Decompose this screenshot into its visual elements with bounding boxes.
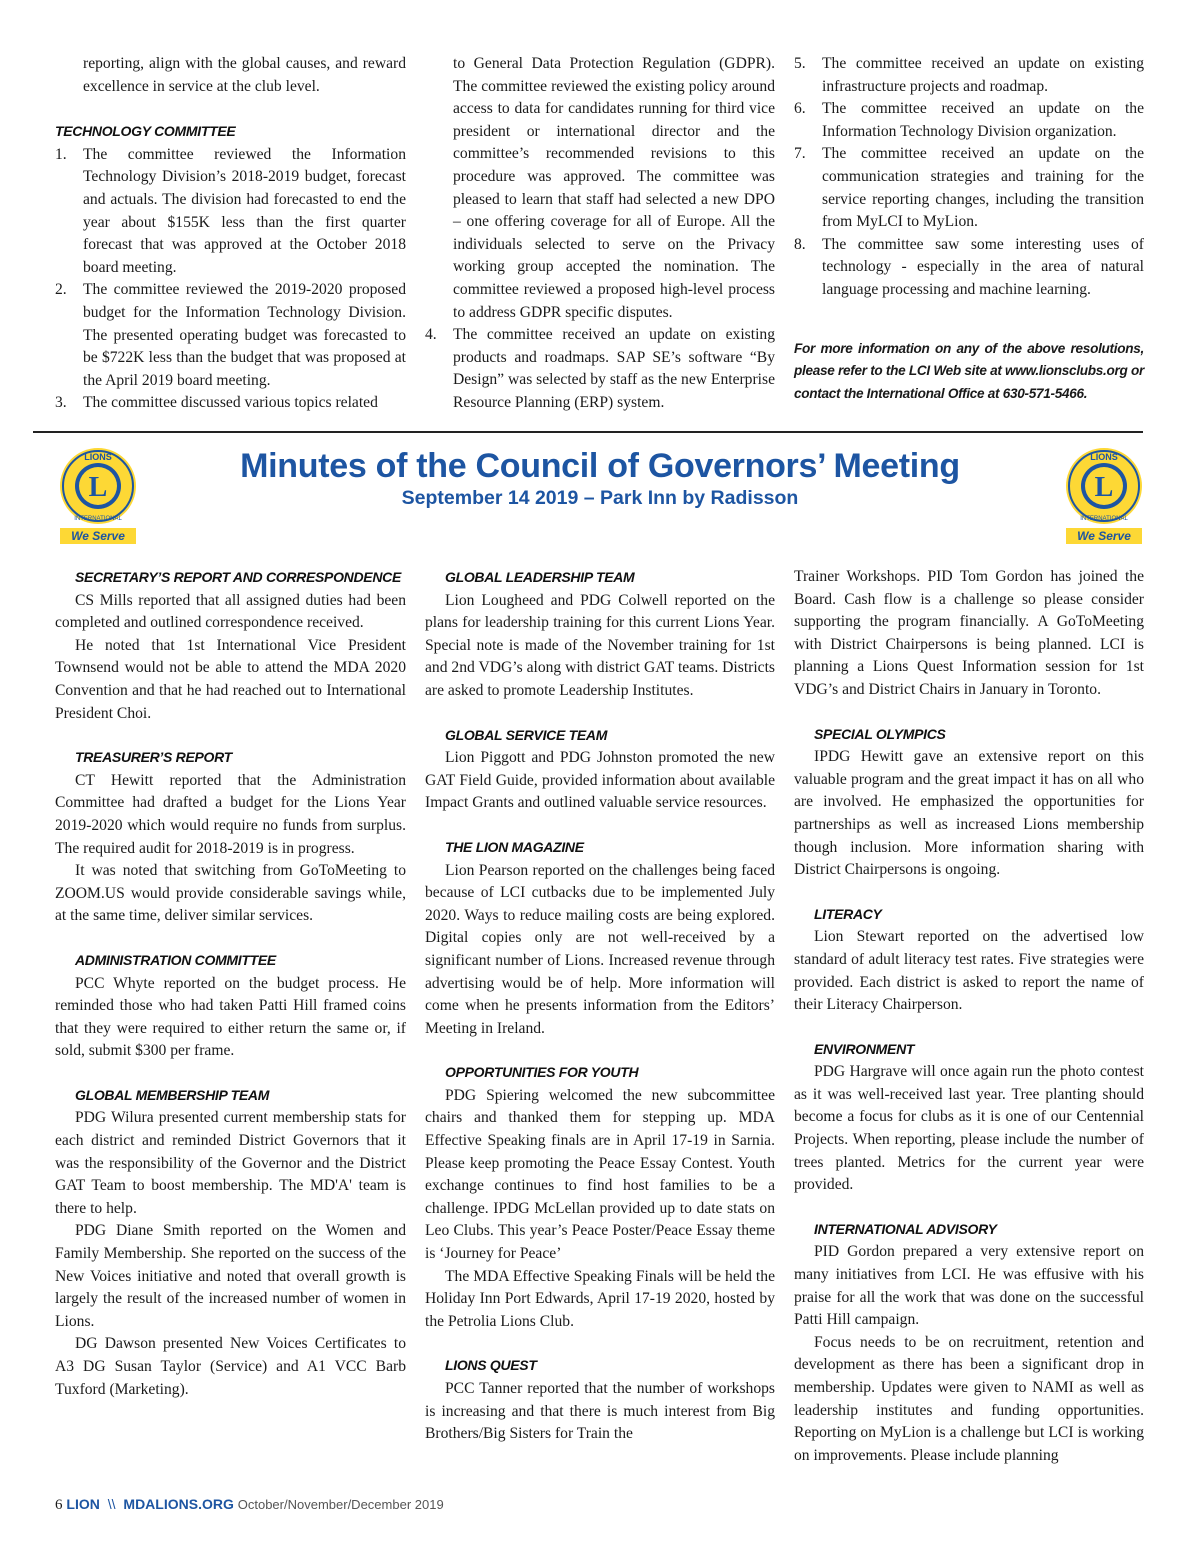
paragraph: PDG Hargrave will once again run the photo contest as it was well-received last year. Tree planting should become a focus for clubs as it is one of our Centennial Projects. When reporting, please include the number of trees planted. Metrics for the current year were provided. <box>794 1063 1144 1194</box>
paragraph: CT Hewitt reported that the Administration Committee had drafted a budget for the Lions Year 2019-2020 which would require no funds from surplus. The required audit for 2018-2019 is in progress. <box>55 771 406 857</box>
svg-text:L: L <box>88 472 108 503</box>
section-heading: LIONS QUEST <box>445 1357 537 1374</box>
paragraph: Lion Pearson reported on the challenges being faced because of LCI cutbacks due to be implemented July 2020. Ways to reduce mailing costs are being explored. Digital copies only are not well-received by a significant number of Lions. Increased revenue through advertising would be of help. More information will come when he presents information from the Editors’ Meeting in Ireland. <box>425 861 775 1037</box>
quest-section <box>425 1354 775 1445</box>
svg-text:L: L <box>1094 472 1114 503</box>
lions-logo-right <box>1058 444 1150 544</box>
section-heading: ENVIRONMENT <box>814 1040 915 1057</box>
paragraph: IPDG Hewitt gave an extensive report on this valuable program and the great impact it has on all who are involved. He emphasized the opportunities for partnerships as well as increased Lions membership though inclusion. More information sharing with District Chairpersons is ongoing. <box>794 748 1144 879</box>
list-item: 3. The committee discussed various topics related <box>55 394 378 412</box>
environment-section <box>794 1038 1144 1197</box>
section-heading: TREASURER’S REPORT <box>75 749 232 766</box>
top-column-1 <box>55 53 406 415</box>
magazine-section <box>425 836 775 1040</box>
svg-text:LIONS: LIONS <box>84 452 112 462</box>
advisory-section <box>794 1218 1144 1468</box>
minutes-column-1 <box>55 566 406 1422</box>
section-heading: GLOBAL LEADERSHIP TEAM <box>445 569 635 585</box>
list-item: 1. The committee reviewed the Information Technology Division’s 2018-2019 budget, forecast and actuals. The division had forecasted to end the year about $155K less than the first quarter forecast that was approved at the October 2018 board meeting. <box>55 145 406 276</box>
treasurer-section <box>55 746 406 928</box>
youth-section <box>425 1061 775 1333</box>
list-item: 7. The committee received an update on the communication strategies and training for the service reporting changes, including the transition from MyLCI to MyLion. <box>794 145 1144 231</box>
list-item: 6. The committee received an update on the Information Technology Division organization. <box>794 100 1144 140</box>
paragraph: PCC Tanner reported that the number of workshops is increasing and that there is much interest from Big Brothers/Big Sisters for Train the <box>425 1380 775 1443</box>
literacy-section <box>794 903 1144 1017</box>
list-item: 2. The committee reviewed the 2019-2020 proposed budget for the Information Technology Division. The presented operating budget was forecasted to be $722K less than the budget that was proposed at the April 2019 board meeting. <box>55 281 406 389</box>
list-item: 5. The committee received an update on existing infrastructure projects and roadmap. <box>794 55 1144 95</box>
footer-separator: \\ <box>107 1496 116 1512</box>
svg-text:INTERNATIONAL: INTERNATIONAL <box>74 516 122 522</box>
minutes-column-2 <box>425 566 775 1467</box>
motto-label: We Serve <box>1066 528 1142 544</box>
paragraph: PDG Spiering welcomed the new subcommittee chairs and thanked them for stepping up. MDA Effective Speaking finals are in April 17-19 in Sarnia. Please keep promoting the Peace Essay Contest. Youth exchange continues to find host families to be a challenge. IPDG McLellan provided up to date stats on Leo Clubs. This year’s Peace Poster/Peace Essay theme is ‘Journey for Peace’ <box>425 1086 775 1263</box>
info-note: For more information on any of the above resolutions, please refer to the LCI Web site at www.lionsclubs.org or contact the International Office at 630-571-5466. <box>794 340 1145 401</box>
section-heading: THE LION MAGAZINE <box>445 838 584 855</box>
technology-list <box>794 53 1144 302</box>
section-heading: SPECIAL OLYMPICS <box>814 725 946 742</box>
page-number: 6 <box>55 1497 63 1513</box>
paragraph: Focus needs to be on recruitment, retention and development as there has been a significant drop in membership. Updates were given to NAMI as well as leadership institutes and funding opportunities. Reporting on MyLion is a challenge but LCI is working on improvements. Please include planning <box>794 1333 1144 1464</box>
page-footer <box>55 1496 444 1514</box>
continued-text: reporting, align with the global causes, and reward excellence in service at the club level. <box>83 55 406 95</box>
service-section <box>425 724 775 815</box>
section-heading: INTERNATIONAL ADVISORY <box>814 1220 997 1237</box>
membership-section <box>55 1084 406 1401</box>
quest-continued <box>794 566 1144 702</box>
technology-list <box>55 144 406 415</box>
paragraph: Lion Stewart reported on the advertised low standard of adult literacy test rates. Five strategies were provided. Each district is asked to report the name of their Literacy Chairperson. <box>794 928 1144 1014</box>
page-title: Minutes of the Council of Governors’ Meeting <box>240 447 960 485</box>
section-heading: ADMINISTRATION COMMITTEE <box>75 951 276 968</box>
paragraph: Lion Piggott and PDG Johnston promoted the new GAT Field Guide, provided information about available Impact Grants and outlined valuable service resources. <box>425 749 775 812</box>
paragraph: It was noted that switching from GoToMeeting to ZOOM.US would provide considerable savings while, at the same time, deliver similar services. <box>55 862 406 925</box>
secretary-section <box>55 566 406 725</box>
lions-emblem-icon <box>52 444 144 528</box>
top-column-2 <box>425 53 775 415</box>
paragraph: PCC Whyte reported on the budget process. He reminded those who had taken Patti Hill framed coins that they were required to either return the same or, if sold, submit $300 per frame. <box>55 974 406 1060</box>
continued-text: to General Data Protection Regulation (GDPR). The committee reviewed the existing policy around access to data for candidates running for third vice president or international director and the committee’s recommended revisions to this procedure was approved. The committee was pleased to learn that staff had selected a new DPO – one offering coverage for all of Europe. All the individuals selected to serve on the Privacy working group accepted the nomination. The committee reviewed a proposed high-level process to address GDPR specific disputes. <box>453 55 775 321</box>
footer-date: October/November/December 2019 <box>237 1497 444 1512</box>
lions-emblem-icon <box>1058 444 1150 528</box>
section-heading: TECHNOLOGY COMMITTEE <box>55 123 236 140</box>
svg-text:INTERNATIONAL: INTERNATIONAL <box>1080 516 1128 522</box>
paragraph: PDG Wilura presented current membership stats for each district and reminded District Governors that it was the responsibility of the Governor and the District GAT Team to boost membership. The MD'A' team is there to help. <box>55 1109 406 1217</box>
technology-list <box>425 324 775 414</box>
admin-section <box>55 949 406 1063</box>
paragraph: Trainer Workshops. PID Tom Gordon has joined the Board. Cash flow is a challenge so please consider supporting the program financially. A GoToMeeting with District Chairpersons is being planned. LCI is planning a Lions Quest Information session for 1st VDG’s and District Chairs in January in Toronto. <box>794 568 1144 698</box>
list-item: 8. The committee saw some interesting uses of technology - especially in the area of natural language processing and machine learning. <box>794 235 1144 298</box>
list-item: 4. The committee received an update on existing products and roadmaps. SAP SE’s software “By Design” was selected by staff as the new Enterprise Resource Planning (ERP) system. <box>425 326 775 411</box>
paragraph: PID Gordon prepared a very extensive report on many initiatives from LCI. He was effusive with his praise for all the work that was done on the successful Patti Hill campaign. <box>794 1243 1144 1329</box>
banner <box>160 447 1040 511</box>
motto-label: We Serve <box>60 528 136 544</box>
section-heading: GLOBAL MEMBERSHIP TEAM <box>75 1086 270 1103</box>
minutes-column-3 <box>794 566 1144 1488</box>
section-divider <box>33 431 1143 433</box>
paragraph: PDG Diane Smith reported on the Women and Family Membership. She reported on the success of the New Voices initiative and noted that overall growth is largely the result of the increased number of women in Lions. <box>55 1222 406 1330</box>
svg-text:LIONS: LIONS <box>1090 452 1118 462</box>
section-heading: SECRETARY’S REPORT AND CORRESPONDENCE <box>75 569 401 585</box>
paragraph: CS Mills reported that all assigned duties had been completed and outlined correspondence received. <box>55 591 406 632</box>
lions-logo-left <box>52 444 144 544</box>
footer-brand: LION <box>66 1496 100 1512</box>
page-subtitle: September 14 2019 – Park Inn by Radisson <box>401 487 799 509</box>
paragraph: He noted that 1st International Vice President Townsend would not be able to attend the MDA 2020 Convention and that he had reached out to International President Choi. <box>55 636 406 722</box>
paragraph: DG Dawson presented New Voices Certificates to A3 DG Susan Taylor (Service) and A1 VCC Barb Tuxford (Marketing). <box>55 1335 406 1398</box>
olympics-section <box>794 723 1144 882</box>
top-column-3 <box>794 53 1144 405</box>
section-heading: OPPORTUNITIES FOR YOUTH <box>445 1064 639 1081</box>
paragraph: The MDA Effective Speaking Finals will be held the Holiday Inn Port Edwards, April 17-19 2020, hosted by the Petrolia Lions Club. <box>425 1267 775 1330</box>
section-heading: LITERACY <box>814 905 882 922</box>
paragraph: Lion Lougheed and PDG Colwell reported on the plans for leadership training for this current Lions Year. Special note is made of the November training for 1st and 2nd VDG’s along with district GAT teams. Districts are asked to promote Leadership Institutes. <box>425 591 775 699</box>
leadership-section <box>425 566 775 703</box>
section-heading: GLOBAL SERVICE TEAM <box>445 726 608 743</box>
footer-site: MDALIONS.ORG <box>123 1496 234 1512</box>
